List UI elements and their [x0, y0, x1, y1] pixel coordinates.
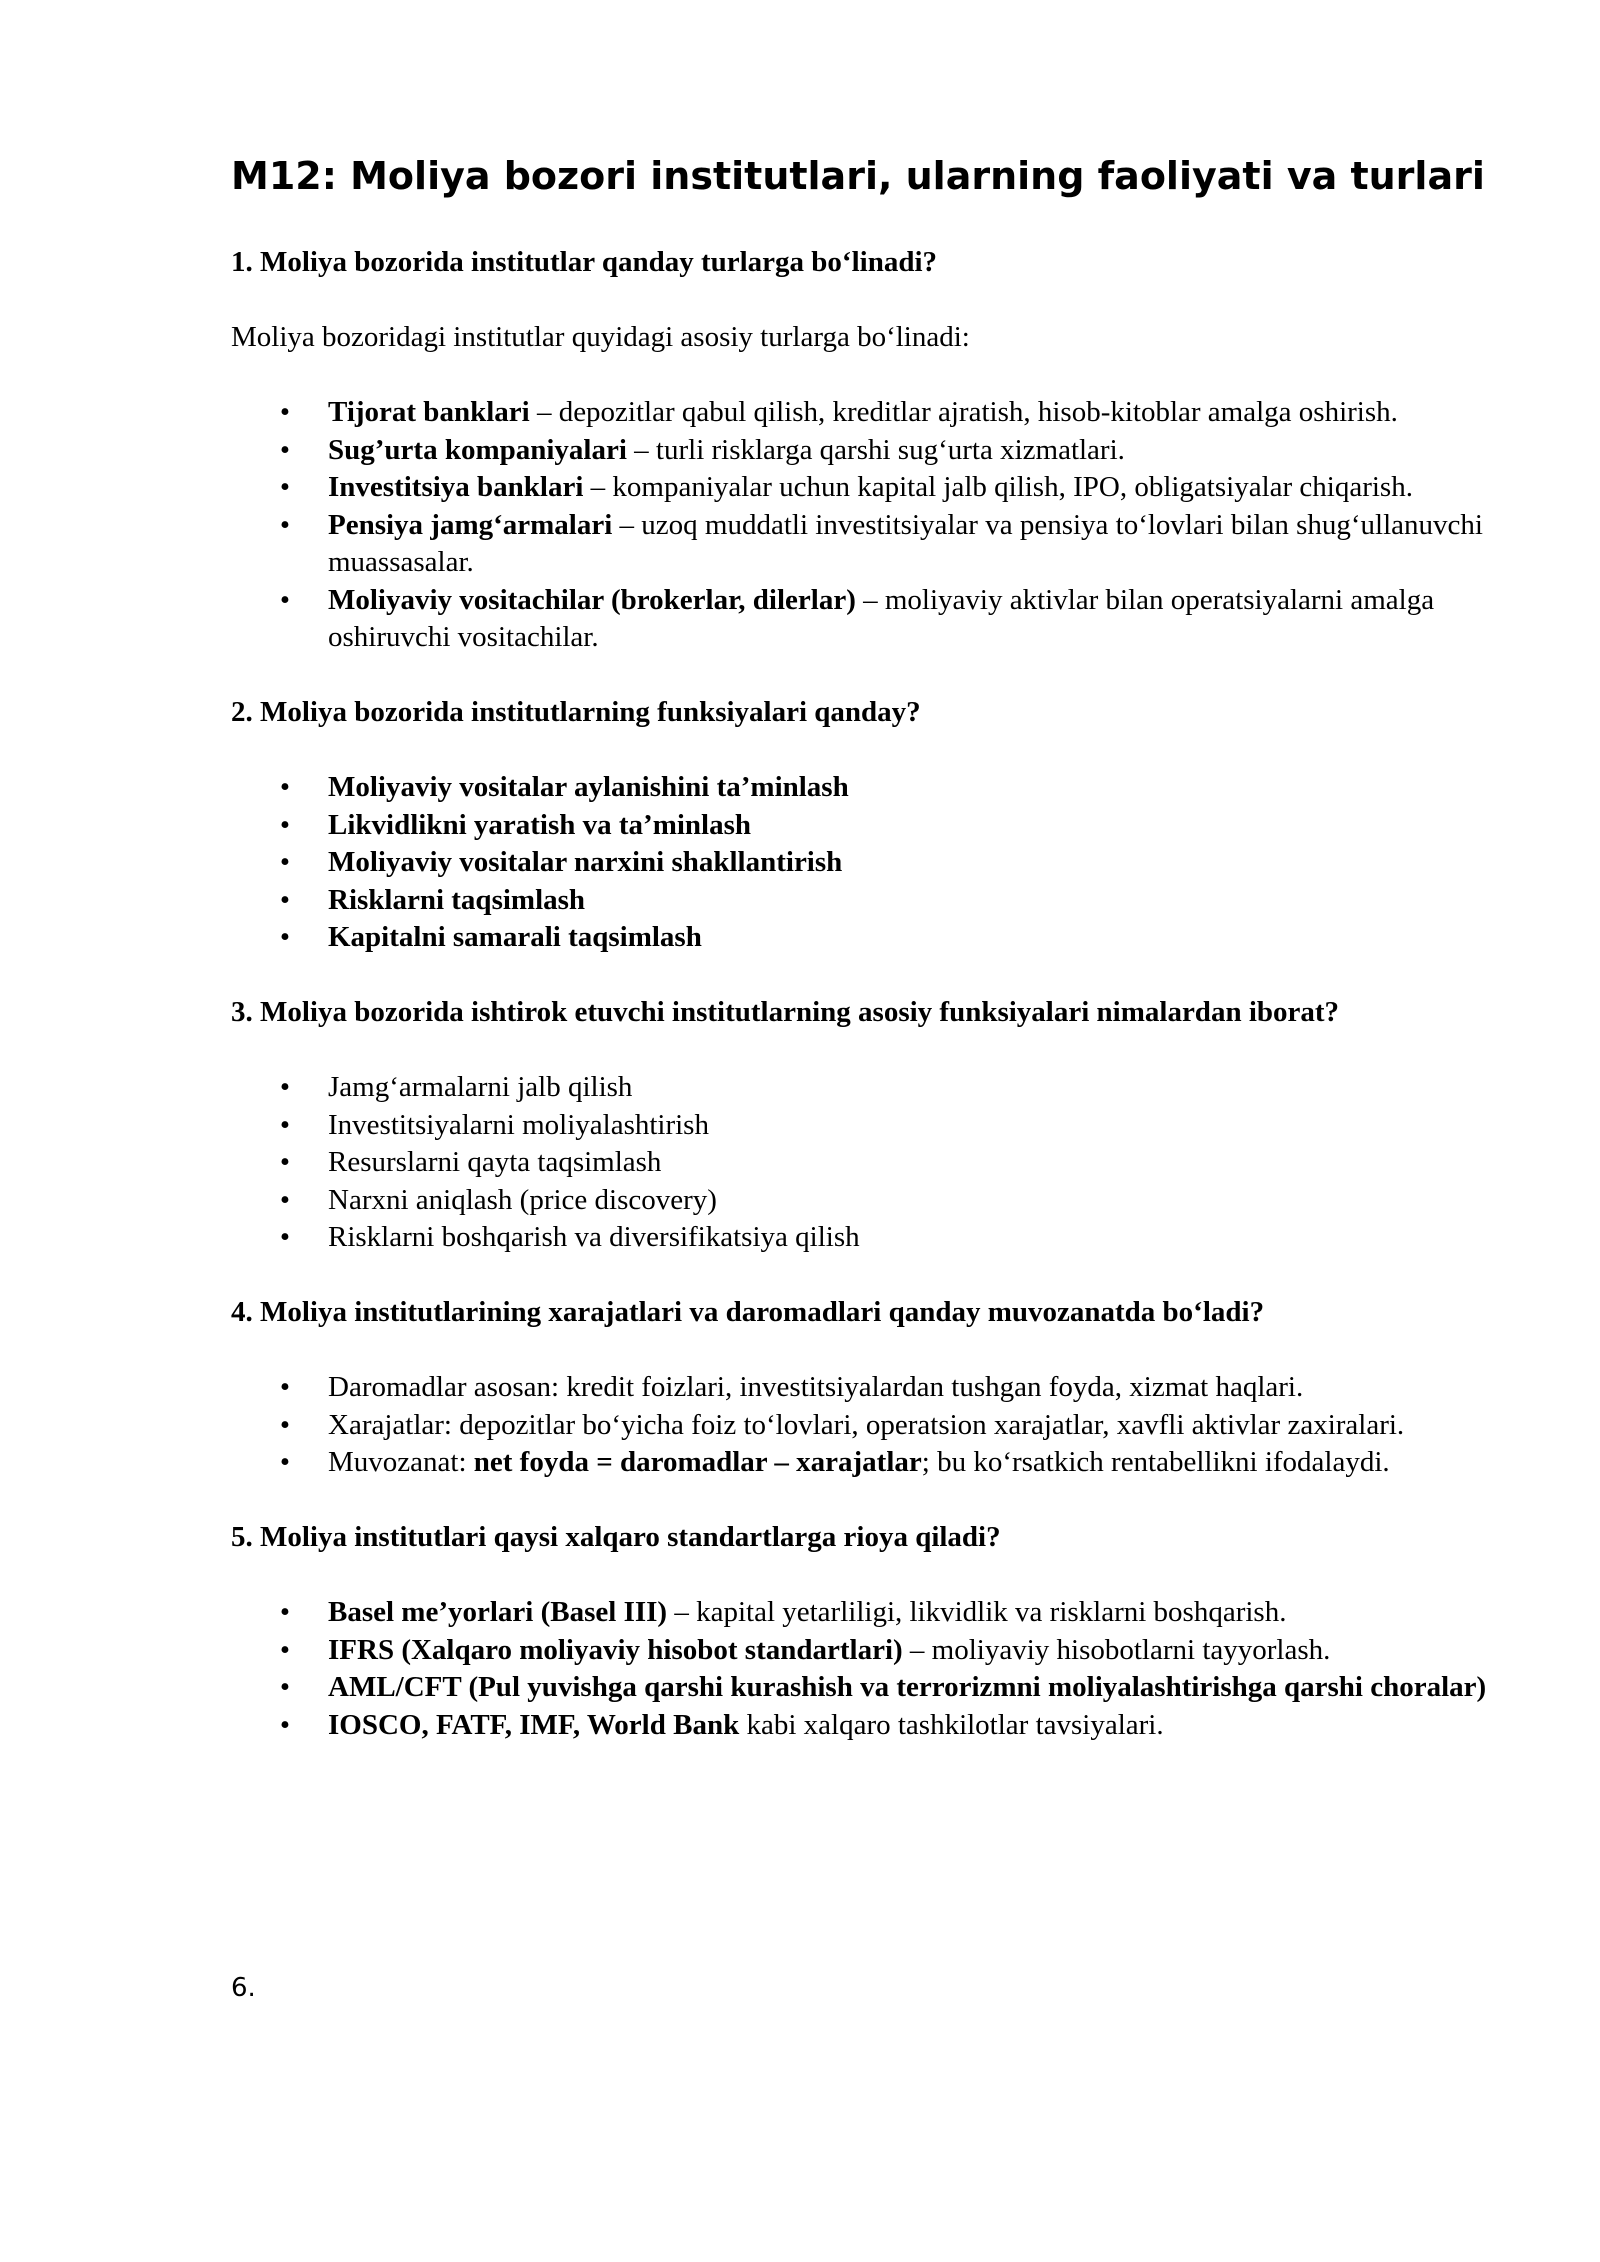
item-term: Risklarni taqsimlash — [328, 883, 586, 916]
list-item — [231, 582, 1501, 657]
bullet-icon: • — [279, 921, 291, 953]
section-question: 3. Moliya bozorida ishtirok etuvchi institutlarning asosiy funksiyalari nimalardan iborat? — [231, 996, 1340, 1028]
document-body — [231, 244, 1501, 1782]
list-item — [231, 1707, 1501, 1745]
item-text: Risklarni boshqarish va diversifikatsiya qilish — [328, 1221, 860, 1253]
list-item — [231, 1219, 1501, 1257]
bullet-icon: • — [279, 1633, 291, 1666]
bullet-icon: • — [279, 1596, 291, 1628]
item-text: Investitsiyalarni moliyalashtirish — [328, 1108, 709, 1141]
list-item — [231, 807, 1501, 845]
list-item — [231, 1107, 1501, 1145]
item-term: Moliyaviy vositalar narxini shakllantirish — [328, 846, 843, 878]
section-question: 2. Moliya bozorida institutlarning funksiyalari qanday? — [231, 696, 921, 728]
list-item — [231, 469, 1501, 507]
item-text: Xarajatlar: depozitlar bo‘yicha foiz to‘lovlari, operatsion xarajatlar, xavfli aktivlar zaxiralari. — [328, 1408, 1405, 1441]
bullet-icon: • — [279, 1183, 291, 1216]
item-text: – kapital yetarliligi, likvidlik va risklarni boshqarish. — [667, 1596, 1287, 1628]
document-title: M12: Moliya bozori institutlari, ularning faoliyati va turlari — [231, 154, 1485, 198]
list-item — [231, 432, 1501, 470]
bullet-icon: • — [279, 583, 291, 616]
list-item — [231, 1444, 1501, 1482]
list-item — [231, 1632, 1501, 1670]
section-number-6: 6. — [231, 1973, 256, 2003]
item-term: Pensiya jamg‘armalari — [328, 508, 613, 541]
item-term: Likvidlikni yaratish va ta’minlash — [328, 808, 752, 841]
item-text: Daromadlar asosan: kredit foizlari, investitsiyalardan tushgan foyda, xizmat haqlari. — [328, 1371, 1304, 1403]
section-intro: Moliya bozoridagi institutlar quyidagi asosiy turlarga bo‘linadi: — [231, 321, 970, 353]
bullet-list — [231, 394, 1501, 657]
item-text: – moliyaviy hisobotlarni tayyorlash. — [902, 1633, 1331, 1666]
item-term: Investitsiya banklari — [328, 471, 584, 503]
list-item — [231, 882, 1501, 920]
list-item — [231, 394, 1501, 432]
section-question: 5. Moliya institutlari qaysi xalqaro standartlarga rioya qiladi? — [231, 1521, 1001, 1553]
bullet-list — [231, 1594, 1501, 1744]
item-text: – depozitlar qabul qilish, kreditlar ajratish, hisob-kitoblar amalga oshirish. — [529, 396, 1398, 428]
bullet-icon: • — [279, 471, 291, 503]
bullet-icon: • — [279, 1708, 291, 1741]
list-item — [231, 919, 1501, 957]
bullet-icon: • — [279, 508, 291, 541]
list-item — [231, 1407, 1501, 1445]
list-item — [231, 1369, 1501, 1407]
item-term: Kapitalni samarali taqsimlash — [328, 921, 702, 953]
bullet-icon: • — [279, 1371, 291, 1403]
bullet-icon: • — [279, 433, 291, 466]
bullet-list — [231, 1369, 1501, 1482]
item-text: – kompaniyalar uchun kapital jalb qilish, IPO, obligatsiyalar chiqarish. — [583, 471, 1413, 503]
item-term: net foyda = daromadlar – xarajatlar — [473, 1446, 922, 1478]
item-prefix: Muvozanat: — [328, 1446, 474, 1478]
section-question: 1. Moliya bozorida institutlar qanday turlarga bo‘linadi? — [231, 246, 938, 278]
item-text: ; bu ko‘rsatkich rentabellikni ifodalaydi. — [921, 1446, 1390, 1478]
bullet-list — [231, 769, 1501, 957]
section-question: 4. Moliya institutlarining xarajatlari va daromadlari qanday muvozanatda bo‘ladi? — [231, 1296, 1265, 1328]
list-item — [231, 1144, 1501, 1182]
bullet-icon: • — [279, 846, 291, 878]
item-term: IFRS (Xalqaro moliyaviy hisobot standartlari) — [328, 1633, 903, 1666]
item-term: Basel me’yorlari (Basel III) — [328, 1596, 668, 1628]
item-text: – moliyaviy aktivlar bilan operatsiyalarni amalga oshiruvchi vositachilar. — [328, 583, 1435, 653]
item-term: Tijorat banklari — [328, 396, 530, 428]
list-item — [231, 1069, 1501, 1107]
bullet-list — [231, 1069, 1501, 1257]
bullet-icon: • — [279, 883, 291, 916]
item-text: – turli risklarga qarshi sug‘urta xizmatlari. — [626, 433, 1125, 466]
item-term: Moliyaviy vositalar aylanishini ta’minlash — [328, 771, 849, 803]
list-item — [231, 844, 1501, 882]
bullet-icon: • — [279, 1108, 291, 1141]
bullet-icon: • — [279, 396, 291, 428]
bullet-icon: • — [279, 808, 291, 841]
item-text: Narxni aniqlash (price discovery) — [328, 1183, 717, 1216]
item-term: Moliyaviy vositachilar (brokerlar, dilerlar) — [328, 583, 856, 616]
bullet-icon: • — [279, 1408, 291, 1441]
list-item — [231, 1182, 1501, 1220]
bullet-icon: • — [279, 771, 291, 803]
item-text: – uzoq muddatli investitsiyalar va pensiya to‘lovlari bilan shug‘ullanuvchi muassasalar. — [328, 508, 1483, 578]
bullet-icon: • — [279, 1221, 291, 1253]
bullet-icon: • — [279, 1671, 291, 1703]
bullet-icon: • — [279, 1446, 291, 1478]
item-term: Sug’urta kompaniyalari — [328, 433, 627, 466]
list-item — [231, 507, 1501, 582]
list-item — [231, 1669, 1501, 1707]
bullet-icon: • — [279, 1146, 291, 1178]
bullet-icon: • — [279, 1071, 291, 1103]
item-text: kabi xalqaro tashkilotlar tavsiyalari. — [739, 1708, 1164, 1741]
item-text: Resurslarni qayta taqsimlash — [328, 1146, 662, 1178]
item-term: AML/CFT (Pul yuvishga qarshi kurashish va terrorizmni moliyalashtirishga qarshi choralar) — [328, 1671, 1487, 1703]
item-term: IOSCO, FATF, IMF, World Bank — [328, 1708, 740, 1741]
item-text: Jamg‘armalarni jalb qilish — [328, 1071, 633, 1103]
list-item — [231, 1594, 1501, 1632]
list-item — [231, 769, 1501, 807]
